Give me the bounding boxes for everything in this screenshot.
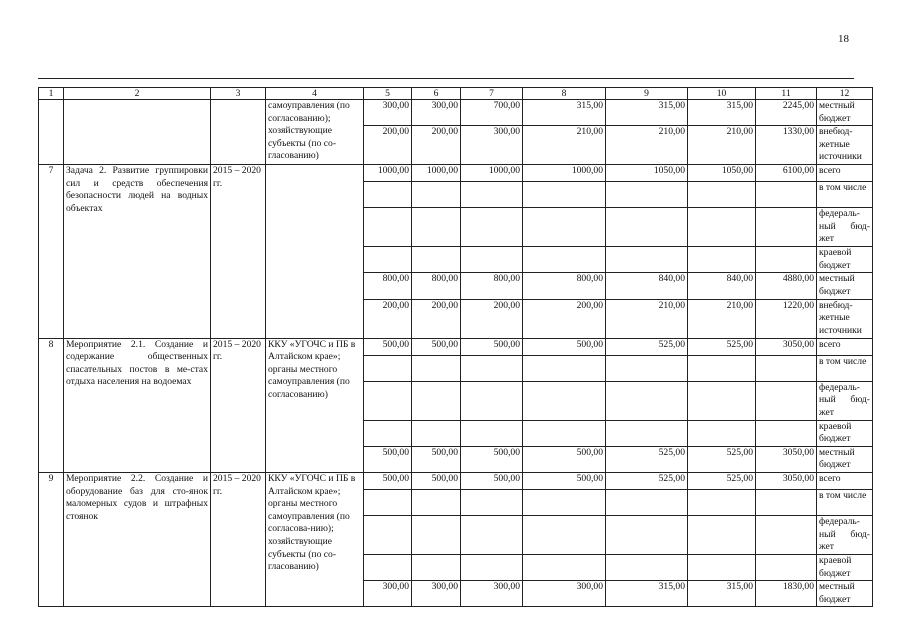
value-cell: 500,00 <box>523 472 606 489</box>
table-row <box>39 472 873 489</box>
header-row <box>39 88 873 100</box>
value-cell: 500,00 <box>461 472 523 489</box>
value-cell <box>412 489 461 515</box>
value-cell <box>756 247 817 273</box>
value-cell: 500,00 <box>364 338 412 355</box>
value-cell: 200,00 <box>412 299 461 338</box>
value-cell: 1000,00 <box>461 165 523 182</box>
value-cell <box>364 355 412 381</box>
value-cell: 315,00 <box>688 581 756 607</box>
source-cell: всего <box>817 472 873 489</box>
header-cell: 3 <box>211 88 266 100</box>
value-cell <box>756 515 817 554</box>
value-cell: 6100,00 <box>756 165 817 182</box>
value-cell <box>461 247 523 273</box>
source-cell: всего <box>817 165 873 182</box>
value-cell <box>364 420 412 446</box>
term-cell <box>211 100 266 165</box>
value-cell: 210,00 <box>688 126 756 165</box>
item-executor: ККУ «УГОЧС и ПБ в Алтайском крае»; органы местного самоуправления (по согласова-нию); хозяйствующие субъекты (по со-гласованию) <box>266 472 364 606</box>
value-cell <box>461 182 523 208</box>
table-row <box>39 165 873 182</box>
value-cell: 1830,00 <box>756 581 817 607</box>
header-cell: 5 <box>364 88 412 100</box>
item-executor: ККУ «УГОЧС и ПБ в Алтайском крае»; органы местного самоуправления (по согласованию) <box>266 338 364 472</box>
value-cell <box>364 208 412 247</box>
value-cell: 500,00 <box>412 446 461 472</box>
source-cell: федераль-ный бюд-жет <box>817 381 873 420</box>
value-cell <box>523 381 606 420</box>
value-cell: 500,00 <box>523 446 606 472</box>
value-cell <box>461 420 523 446</box>
value-cell: 500,00 <box>461 446 523 472</box>
value-cell: 300,00 <box>412 581 461 607</box>
header-cell: 2 <box>64 88 211 100</box>
value-cell: 800,00 <box>523 273 606 299</box>
value-cell: 210,00 <box>606 299 688 338</box>
value-cell: 1000,00 <box>364 165 412 182</box>
value-cell: 525,00 <box>688 472 756 489</box>
source-cell: краевой бюджет <box>817 554 873 580</box>
value-cell <box>606 182 688 208</box>
header-cell: 8 <box>523 88 606 100</box>
value-cell <box>364 381 412 420</box>
value-cell: 500,00 <box>412 472 461 489</box>
item-executor <box>266 165 364 338</box>
value-cell: 1050,00 <box>688 165 756 182</box>
value-cell: 525,00 <box>606 446 688 472</box>
value-cell <box>523 515 606 554</box>
value-cell: 500,00 <box>461 338 523 355</box>
value-cell: 300,00 <box>523 581 606 607</box>
value-cell <box>688 381 756 420</box>
value-cell: 300,00 <box>461 126 523 165</box>
page-number: 18 <box>838 33 849 45</box>
value-cell <box>364 247 412 273</box>
value-cell: 1000,00 <box>523 165 606 182</box>
value-cell: 525,00 <box>606 472 688 489</box>
source-cell: местный бюджет <box>817 100 873 126</box>
value-cell <box>606 554 688 580</box>
value-cell <box>688 489 756 515</box>
value-cell: 300,00 <box>461 581 523 607</box>
value-cell <box>461 381 523 420</box>
value-cell <box>461 489 523 515</box>
value-cell <box>412 182 461 208</box>
value-cell <box>461 208 523 247</box>
value-cell: 3050,00 <box>756 472 817 489</box>
value-cell <box>688 355 756 381</box>
value-cell: 4880,00 <box>756 273 817 299</box>
value-cell <box>756 554 817 580</box>
header-cell: 10 <box>688 88 756 100</box>
value-cell: 2245,00 <box>756 100 817 126</box>
value-cell: 500,00 <box>364 446 412 472</box>
item-term: 2015 – 2020 гг. <box>211 472 266 606</box>
item-number: 9 <box>39 472 64 606</box>
value-cell <box>606 381 688 420</box>
item-name: Задача 2. Развитие группировки сил и средств обеспечения безопасности людей на водных объектах <box>64 165 211 338</box>
value-cell: 700,00 <box>461 100 523 126</box>
value-cell <box>606 489 688 515</box>
item-term: 2015 – 2020 гг. <box>211 338 266 472</box>
item-number: 7 <box>39 165 64 338</box>
value-cell: 525,00 <box>606 338 688 355</box>
value-cell: 300,00 <box>364 100 412 126</box>
value-cell <box>523 208 606 247</box>
header-cell: 4 <box>266 88 364 100</box>
header-cell: 1 <box>39 88 64 100</box>
source-cell: в том числе <box>817 489 873 515</box>
value-cell: 1220,00 <box>756 299 817 338</box>
source-cell: внебюд-жетные источники <box>817 126 873 165</box>
value-cell <box>606 247 688 273</box>
value-cell: 210,00 <box>606 126 688 165</box>
table-row <box>39 100 873 126</box>
value-cell: 200,00 <box>523 299 606 338</box>
source-cell: краевой бюджет <box>817 420 873 446</box>
value-cell: 500,00 <box>523 338 606 355</box>
value-cell <box>523 420 606 446</box>
num-cell <box>39 100 64 165</box>
value-cell <box>756 381 817 420</box>
value-cell <box>606 208 688 247</box>
value-cell <box>688 247 756 273</box>
item-term: 2015 – 2020 гг. <box>211 165 266 338</box>
budget-table <box>38 87 873 607</box>
value-cell <box>412 247 461 273</box>
value-cell <box>756 420 817 446</box>
item-number: 8 <box>39 338 64 472</box>
executor-cell: самоуправления (по согласованию); хозяйствующие субъекты (по со-гласованию) <box>266 100 364 165</box>
source-cell: местный бюджет <box>817 581 873 607</box>
source-cell: в том числе <box>817 182 873 208</box>
value-cell: 300,00 <box>412 100 461 126</box>
value-cell: 500,00 <box>412 338 461 355</box>
name-cell <box>64 100 211 165</box>
value-cell: 1330,00 <box>756 126 817 165</box>
value-cell <box>756 489 817 515</box>
value-cell <box>688 208 756 247</box>
value-cell: 840,00 <box>606 273 688 299</box>
value-cell <box>523 489 606 515</box>
source-cell: внебюд-жетные источники <box>817 299 873 338</box>
value-cell: 200,00 <box>461 299 523 338</box>
value-cell <box>364 489 412 515</box>
value-cell <box>461 554 523 580</box>
value-cell: 525,00 <box>688 338 756 355</box>
value-cell: 200,00 <box>412 126 461 165</box>
value-cell: 1050,00 <box>606 165 688 182</box>
source-cell: федераль-ный бюд-жет <box>817 208 873 247</box>
source-cell: местный бюджет <box>817 273 873 299</box>
value-cell: 315,00 <box>606 100 688 126</box>
value-cell: 500,00 <box>364 472 412 489</box>
value-cell <box>412 554 461 580</box>
source-cell: в том числе <box>817 355 873 381</box>
value-cell: 840,00 <box>688 273 756 299</box>
value-cell <box>523 247 606 273</box>
value-cell <box>688 420 756 446</box>
value-cell: 1000,00 <box>412 165 461 182</box>
source-cell: краевой бюджет <box>817 247 873 273</box>
value-cell <box>364 554 412 580</box>
value-cell <box>412 420 461 446</box>
value-cell <box>688 554 756 580</box>
value-cell <box>606 420 688 446</box>
value-cell: 200,00 <box>364 299 412 338</box>
value-cell <box>756 208 817 247</box>
source-cell: местный бюджет <box>817 446 873 472</box>
value-cell <box>756 355 817 381</box>
value-cell <box>606 515 688 554</box>
value-cell <box>606 355 688 381</box>
item-name: Мероприятие 2.2. Создание и оборудование баз для сто-янок маломерных судов и штрафных стоянок <box>64 472 211 606</box>
value-cell <box>364 515 412 554</box>
value-cell: 200,00 <box>364 126 412 165</box>
header-cell: 6 <box>412 88 461 100</box>
value-cell <box>461 515 523 554</box>
value-cell <box>412 381 461 420</box>
value-cell: 315,00 <box>523 100 606 126</box>
value-cell: 210,00 <box>523 126 606 165</box>
value-cell <box>461 355 523 381</box>
header-cell: 12 <box>817 88 873 100</box>
value-cell: 210,00 <box>688 299 756 338</box>
value-cell <box>523 355 606 381</box>
value-cell <box>756 182 817 208</box>
value-cell: 800,00 <box>461 273 523 299</box>
header-rule <box>38 78 854 79</box>
value-cell: 315,00 <box>688 100 756 126</box>
value-cell: 300,00 <box>364 581 412 607</box>
value-cell: 3050,00 <box>756 338 817 355</box>
value-cell <box>688 515 756 554</box>
value-cell: 3050,00 <box>756 446 817 472</box>
value-cell: 525,00 <box>688 446 756 472</box>
table-row <box>39 338 873 355</box>
value-cell <box>412 355 461 381</box>
value-cell: 800,00 <box>364 273 412 299</box>
header-cell: 7 <box>461 88 523 100</box>
source-cell: федераль-ный бюд-жет <box>817 515 873 554</box>
value-cell <box>412 208 461 247</box>
source-cell: всего <box>817 338 873 355</box>
value-cell <box>688 182 756 208</box>
value-cell <box>523 182 606 208</box>
value-cell <box>412 515 461 554</box>
value-cell: 800,00 <box>412 273 461 299</box>
value-cell <box>523 554 606 580</box>
header-cell: 11 <box>756 88 817 100</box>
item-name: Мероприятие 2.1. Создание и содержание общественных спасательных постов в ме-стах отдыха населения на водоемах <box>64 338 211 472</box>
header-cell: 9 <box>606 88 688 100</box>
value-cell <box>364 182 412 208</box>
value-cell: 315,00 <box>606 581 688 607</box>
